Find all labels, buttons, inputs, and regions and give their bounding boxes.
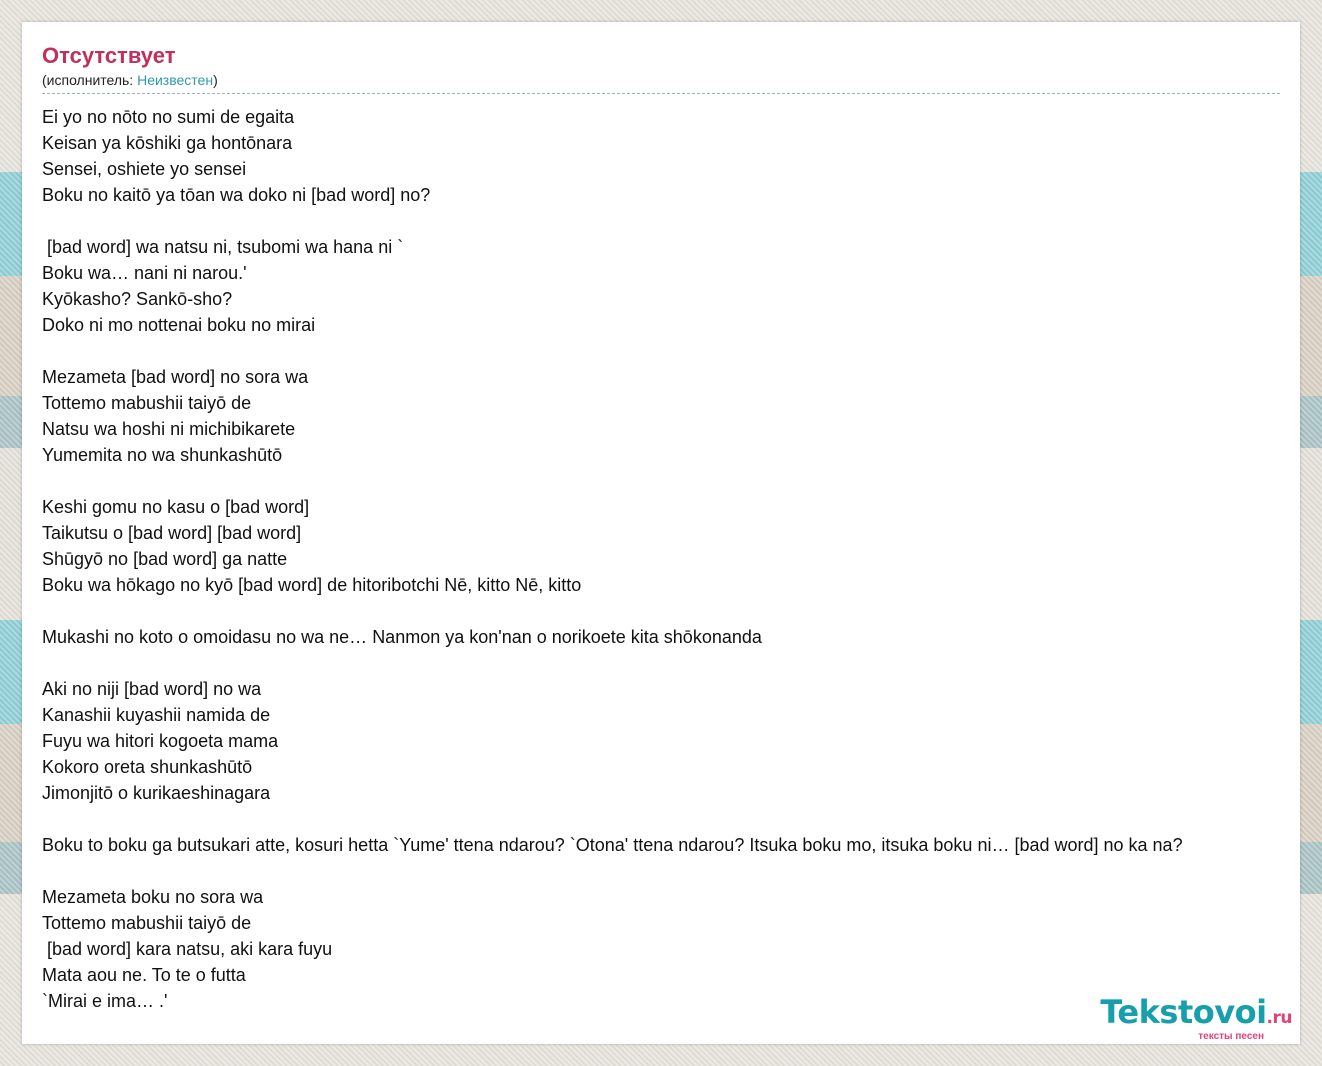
lyrics-line: `Mirai e ima… .' (42, 991, 168, 1011)
lyrics-line: Keisan ya kōshiki ga hontōnara (42, 133, 293, 153)
artist-prefix: (исполнитель: (42, 72, 138, 88)
lyrics-line: Shūgyō no [bad word] ga natte (42, 549, 288, 569)
lyrics-line: Natsu wa hoshi ni michibikarete (42, 419, 296, 439)
lyrics-line: Fuyu wa hitori kogoeta mama (42, 731, 279, 751)
lyrics-line: Taikutsu o [bad word] [bad word] (42, 523, 302, 543)
lyrics-line: Kokoro oreta shunkashūtō (42, 757, 253, 777)
song-title: Отсутствует (42, 43, 176, 68)
artist-suffix: ) (213, 72, 218, 88)
logo-name: Tekstovoi (1100, 993, 1267, 1031)
lyrics-line: Boku wa… nani ni narou.' (42, 263, 247, 283)
lyrics-line: Boku to boku ga butsukari atte, kosuri hetta `Yume' ttena ndarou? `Otona' ttena ndarou? Itsuka boku mo, itsuka boku ni… [bad word] no ka na? (42, 835, 1183, 855)
lyrics-blank-line (42, 208, 1300, 234)
lyrics-line: Mata aou ne. To te o futta (42, 965, 246, 985)
lyrics-line: Jimonjitō o kurikaeshinagara (42, 783, 271, 803)
lyrics-line: Tottemo mabushii taiyō de (42, 393, 252, 413)
lyrics-line: Kanashii kuyashii namida de (42, 705, 271, 725)
lyrics-line: Keshi gomu no kasu o [bad word] (42, 497, 310, 517)
lyrics-line: Yumemita no wa shunkashūtō (42, 445, 283, 465)
lyrics-line: Tottemo mabushii taiyō de (42, 913, 252, 933)
lyrics-line: [bad word] wa natsu ni, tsubomi wa hana ni ` (42, 237, 404, 257)
lyrics-line: Ei yo no nōto no sumi de egaita (42, 107, 295, 127)
logo-tagline: тексты песен (1198, 1031, 1264, 1042)
lyrics-line: Boku no kaitō ya tōan wa doko ni [bad word] no? (42, 185, 431, 205)
lyrics-line: [bad word] kara natsu, aki kara fuyu (42, 939, 333, 959)
lyrics-line: Sensei, oshiete yo sensei (42, 159, 247, 179)
site-logo[interactable] (1100, 993, 1292, 1042)
lyrics-text (42, 104, 1300, 1014)
lyrics-line: Aki no niji [bad word] no wa (42, 679, 262, 699)
lyrics-line: Mukashi no koto o omoidasu no wa ne… Nanmon ya kon'nan o norikoete kita shōkonanda (42, 627, 762, 647)
lyrics-blank-line (42, 806, 1300, 832)
lyrics-blank-line (42, 338, 1300, 364)
lyrics-blank-line (42, 598, 1300, 624)
lyrics-blank-line (42, 858, 1300, 884)
lyrics-blank-line (42, 650, 1300, 676)
lyrics-line: Kyōkasho? Sankō-sho? (42, 289, 233, 309)
logo-wordmark (1100, 993, 1292, 1034)
lyrics-line: Mezameta boku no sora wa (42, 887, 264, 907)
artist-link[interactable]: Неизвестен (137, 72, 214, 88)
song-header (42, 42, 1280, 94)
lyrics-card (22, 22, 1300, 1044)
artist-line (42, 70, 1280, 90)
lyrics-line: Boku wa hōkago no kyō [bad word] de hitoribotchi Nē, kitto Nē, kitto (42, 575, 582, 595)
lyrics-line: Mezameta [bad word] no sora wa (42, 367, 309, 387)
logo-tld: .ru (1266, 1008, 1292, 1028)
lyrics-line: Doko ni mo nottenai boku no mirai (42, 315, 316, 335)
lyrics-blank-line (42, 468, 1300, 494)
